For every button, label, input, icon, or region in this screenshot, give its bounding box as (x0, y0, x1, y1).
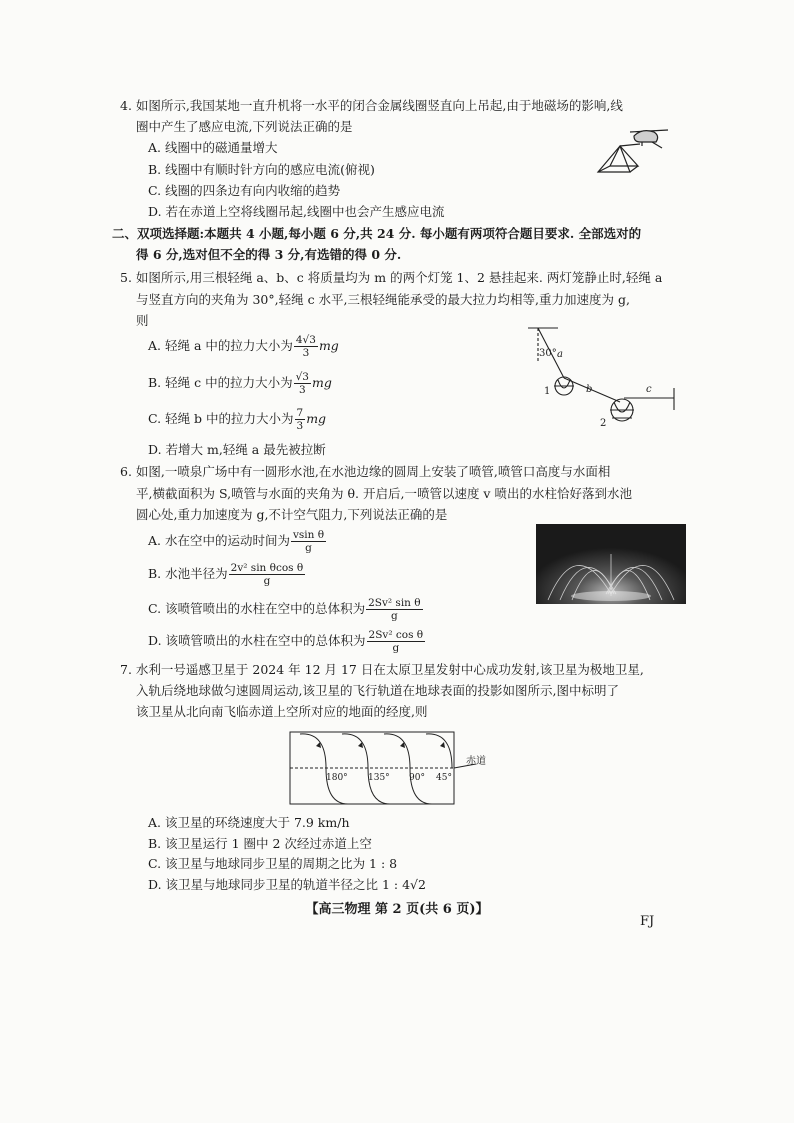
q6-option-a-denominator: g (305, 542, 312, 555)
q6-option-b-denominator: g (263, 575, 271, 588)
q5-option-a-unit: mg (318, 338, 339, 354)
q7-option-a: A. 该卫星的环绕速度大于 7.9 km/h (148, 815, 350, 830)
q7-option-b: B. 该卫星运行 1 圈中 2 次经过赤道上空 (148, 836, 372, 851)
q5-option-b-text: B. 轻绳 c 中的拉力大小为 (148, 375, 293, 391)
section2-heading-line1: 二、双项选择题:本题共 4 小题,每小题 6 分,共 24 分. 每小题有两项符合题目要求. 全部选对的 (112, 226, 642, 241)
q6-option-c-text: C. 该喷管喷出的水柱在空中的总体积为 (148, 601, 366, 617)
lantern-fig-rope-a-label: a (557, 349, 563, 360)
q5-option-d: D. 若增大 m,轻绳 a 最先被拉断 (148, 442, 326, 457)
q4-stem-line1: 4. 如图所示,我国某地一直升机将一水平的闭合金属线圈竖直向上吊起,由于地磁场的影响,线 (120, 98, 623, 113)
lantern-fig-angle-label: 30° (539, 348, 557, 359)
lantern-fig-rope-b-label: b (586, 384, 593, 395)
q6-option-b-numerator: 2v² sin θcos θ (230, 562, 304, 574)
q6-option-d-text: D. 该喷管喷出的水柱在空中的总体积为 (148, 633, 366, 649)
q6-option-c (148, 597, 424, 622)
ground-track-lon-135: 135° (368, 773, 390, 783)
q5-stem-line3: 则 (136, 313, 149, 328)
q5-option-b-unit: mg (311, 375, 332, 391)
q5-option-b-numerator: √3 (295, 371, 309, 383)
q5-option-c-denominator: 3 (296, 420, 304, 433)
q5-option-b-denominator: 3 (298, 384, 306, 397)
q6-option-c-numerator: 2Sv² sin θ (368, 597, 421, 609)
page-footer: 【高三物理 第 2 页(共 6 页)】 (305, 902, 489, 917)
q7-stem-line1: 7. 水利一号遥感卫星于 2024 年 12 月 17 日在太原卫星发射中心成功发射,该卫星为极地卫星, (120, 662, 644, 677)
q6-option-d-numerator: 2Sv² cos θ (368, 629, 424, 641)
q5-option-c-numerator: 7 (296, 407, 304, 419)
q6-stem-line2: 平,横截面积为 S,喷管与水面的夹角为 θ. 开启后,一喷管以速度 v 喷出的水柱恰好落到水池 (136, 486, 632, 501)
ground-track-lon-90: 90° (409, 773, 425, 783)
ground-track-lon-45: 45° (436, 773, 452, 783)
q7-option-d: D. 该卫星与地球同步卫星的轨道半径之比 1 : 4√2 (148, 877, 426, 892)
ground-track-figure (286, 728, 498, 808)
q7-stem-line3: 该卫星从北向南飞临赤道上空所对应的地面的经度,则 (136, 704, 428, 719)
ground-track-equator-label: 赤道 (466, 756, 486, 767)
footer-code: FJ (640, 914, 655, 929)
q5-option-b-fraction (294, 371, 311, 396)
q5-option-c-unit: mg (306, 411, 327, 427)
q4-option-b: B. 线圈中有顺时针方向的感应电流(俯视) (148, 162, 375, 177)
q6-option-c-denominator: g (390, 610, 398, 623)
q5-option-a (148, 334, 339, 359)
lantern-fig-lantern2-label: 2 (600, 418, 607, 429)
q7-option-c: C. 该卫星与地球同步卫星的周期之比为 1 : 8 (148, 856, 398, 871)
q6-option-d-fraction (367, 629, 426, 654)
q4-stem-line2: 圈中产生了感应电流,下列说法正确的是 (136, 119, 353, 134)
fountain-photo (536, 524, 686, 604)
q6-option-a (148, 529, 327, 554)
q5-option-c (148, 407, 326, 432)
q6-option-b (148, 562, 306, 587)
q4-option-a: A. 线圈中的磁通量增大 (148, 140, 278, 155)
q5-option-c-fraction (295, 407, 306, 432)
lantern-fig-rope-c-label: c (646, 384, 652, 395)
q6-option-a-text: A. 水在空中的运动时间为 (148, 533, 290, 549)
q6-stem-line1: 6. 如图,一喷泉广场中有一圆形水池,在水池边缘的圆周上安装了喷管,喷管口高度与水面相 (120, 464, 611, 479)
q5-option-a-text: A. 轻绳 a 中的拉力大小为 (148, 338, 293, 354)
q6-option-a-numerator: vsin θ (292, 529, 325, 541)
ground-track-lon-180: 180° (326, 773, 348, 783)
q5-stem-line2: 与竖直方向的夹角为 30°,轻绳 c 水平,三根轻绳能承受的最大拉力均相等,重力加速度为 g, (136, 292, 630, 307)
q7-stem-line2: 入轨后绕地球做匀速圆周运动,该卫星的飞行轨道在地球表面的投影如图所示,图中标明了 (136, 683, 619, 698)
q6-stem-line3: 圆心处,重力加速度为 g,不计空气阻力,下列说法正确的是 (136, 507, 448, 522)
q5-stem-line1: 5. 如图所示,用三根轻绳 a、b、c 将质量均为 m 的两个灯笼 1、2 悬挂起来. 两灯笼静止时,轻绳 a (120, 270, 663, 285)
q6-option-c-fraction (366, 597, 423, 622)
q5-option-a-fraction (294, 334, 318, 359)
q5-option-b (148, 371, 332, 396)
q6-option-d-denominator: g (392, 642, 400, 655)
q6-option-b-text: B. 水池半径为 (148, 566, 228, 582)
q5-option-a-numerator: 4√3 (295, 334, 316, 346)
helicopter-coil-figure (590, 122, 672, 180)
q6-option-b-fraction (229, 562, 306, 587)
q4-option-c: C. 线圈的四条边有向内收缩的趋势 (148, 183, 341, 198)
lantern-fig-lantern1-label: 1 (544, 386, 551, 397)
q6-option-d (148, 629, 426, 654)
q5-option-c-text: C. 轻绳 b 中的拉力大小为 (148, 411, 294, 427)
q6-option-a-fraction (291, 529, 326, 554)
lantern-rope-figure (524, 322, 684, 434)
q4-option-d: D. 若在赤道上空将线圈吊起,线圈中也会产生感应电流 (148, 204, 445, 219)
q5-option-a-denominator: 3 (302, 347, 310, 360)
section2-heading-line2: 得 6 分,选对但不全的得 3 分,有选错的得 0 分. (136, 247, 402, 262)
